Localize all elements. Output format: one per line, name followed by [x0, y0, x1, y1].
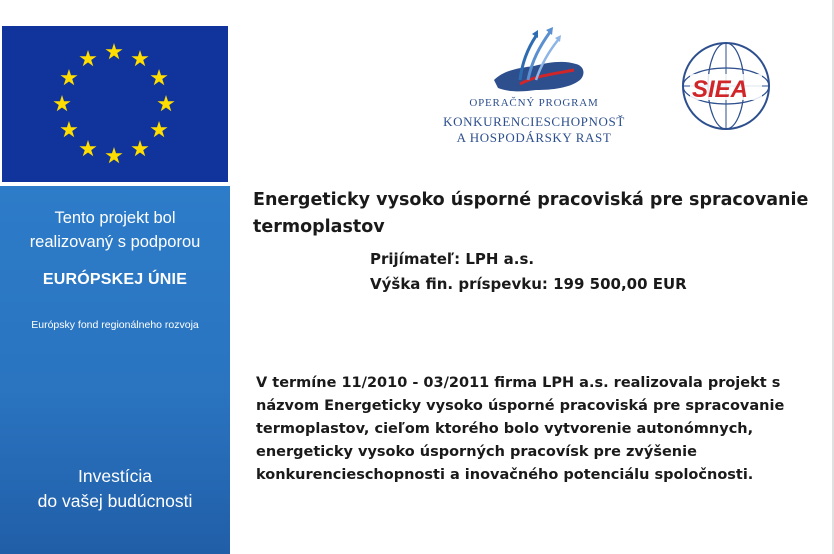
eu-fund-label: Európsky fond regionálneho rozvoja — [31, 319, 199, 331]
eu-star-icon — [53, 95, 70, 111]
eu-star-icon — [157, 95, 174, 111]
project-title: Energeticky vysoko úsporné pracoviská pre spracovanie termoplastov — [253, 190, 809, 237]
eu-star-icon — [131, 50, 148, 66]
eu-star-icon — [79, 140, 96, 156]
siea-logo-icon — [680, 40, 772, 132]
eu-star-icon — [79, 50, 96, 66]
siea-logo-text: SIEA — [692, 76, 749, 103]
eu-support-text — [0, 206, 230, 254]
eu-flag — [2, 26, 228, 182]
eu-star-icon — [105, 43, 122, 59]
eu-support-line2: realizovaný s podporou — [29, 233, 201, 251]
eu-union-label: EURÓPSKEJ ÚNIE — [42, 271, 188, 288]
project-description: V termíne 11/2010 - 03/2011 firma LPH a.s. realizovala projekt s názvom Energeticky vysoko úsporné pracoviská pre spracovanie termoplastov, cieľom ktorého bolo vytvorenie autonómnych, energeticky vysoko úsporných pracovísk pre zvýšenie konkurencieschopnosti a inovačného potenciálu spoločnosti. — [256, 375, 785, 483]
eu-stars-icon — [2, 26, 228, 182]
project-amount: Výška fin. príspevku: 199 500,00 EUR — [370, 275, 687, 293]
eu-star-icon — [105, 147, 122, 163]
eu-star-icon — [60, 69, 77, 85]
eu-slogan-line1: Investícia — [78, 466, 152, 486]
eu-star-icon — [131, 140, 148, 156]
project-recipient: Prijímateľ: LPH a.s. — [370, 250, 535, 268]
eu-slogan — [0, 464, 230, 514]
eu-star-icon — [60, 121, 77, 137]
op-logo-line1: OPERAČNÝ PROGRAM — [469, 97, 599, 109]
eu-star-icon — [150, 69, 167, 85]
eu-star-icon — [150, 121, 167, 137]
eu-support-line1: Tento projekt bol — [54, 209, 176, 227]
op-logo-line2: KONKURENCIESCHOPNOSŤ — [443, 114, 625, 129]
eu-sidebar — [0, 0, 230, 554]
op-logo-line3: A HOSPODÁRSKY RAST — [456, 130, 612, 145]
eu-slogan-line2: do vašej budúcnosti — [37, 491, 193, 511]
